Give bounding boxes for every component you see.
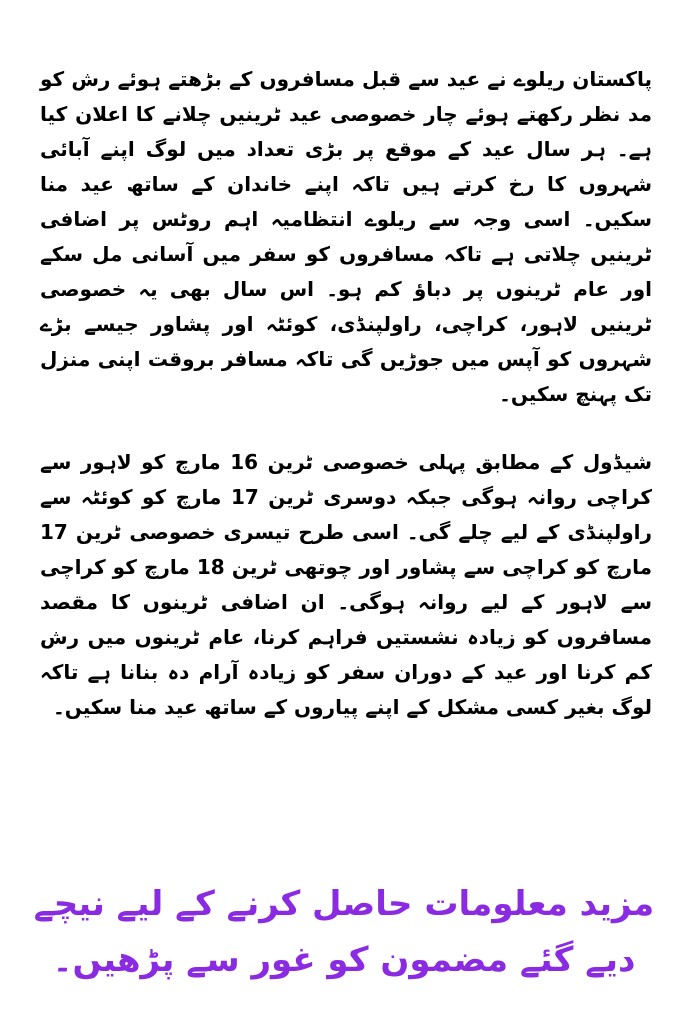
article-paragraph-1: پاکستان ریلوے نے عید سے قبل مسافروں کے بڑھتے ہوئے رش کو مد نظر رکھتے ہوئے چار خصوصی عید ٹرینیں چلانے کا اعلان کیا ہے۔ ہر سال عید کے موقع پر بڑی تعداد میں لوگ اپنے آبائی شہروں کا رخ کرتے ہیں تاکہ اپنے خاندان کے ساتھ عید منا سکیں۔ اسی وجہ سے ریلوے انتظامیہ اہم روٹس پر اضافی ٹرینیں چلاتی ہے تاکہ مسافروں کو سفر میں آسانی مل سکے اور عام ٹرینوں پر دباؤ کم ہو۔ اس سال بھی یہ خصوصی ٹرینیں لاہور، کراچی، راولپنڈی، کوئٹہ اور پشاور جیسے بڑے شہروں کو آپس میں جوڑیں گی تاکہ مسافر بروقت اپنی منزل تک پہنچ سکیں۔ xyxy=(40,67,652,406)
read-more-callout: مزید معلومات حاصل کرنے کے لیے نیچے دیے گئے مضمون کو غور سے پڑھیں۔ xyxy=(33,884,655,980)
article-paragraph-2: شیڈول کے مطابق پہلی خصوصی ٹرین 16 مارچ کو لاہور سے کراچی روانہ ہوگی جبکہ دوسری ٹرین 17 مارچ کو کوئٹہ سے راولپنڈی کے لیے چلے گی۔ اسی طرح تیسری خصوصی ٹرین 17 مارچ کو کراچی سے پشاور اور چوتھی ٹرین 18 مارچ کو کراچی سے لاہور کے لیے روانہ ہوگی۔ ان اضافی ٹرینوں کا مقصد مسافروں کو زیادہ نشستیں فراہم کرنا، عام ٹرینوں میں رش کم کرنا اور عید کے دوران سفر کو زیادہ آرام دہ بنانا ہے تاکہ لوگ بغیر کسی مشکل کے اپنے پیاروں کے ساتھ عید منا سکیں۔ xyxy=(40,450,653,719)
